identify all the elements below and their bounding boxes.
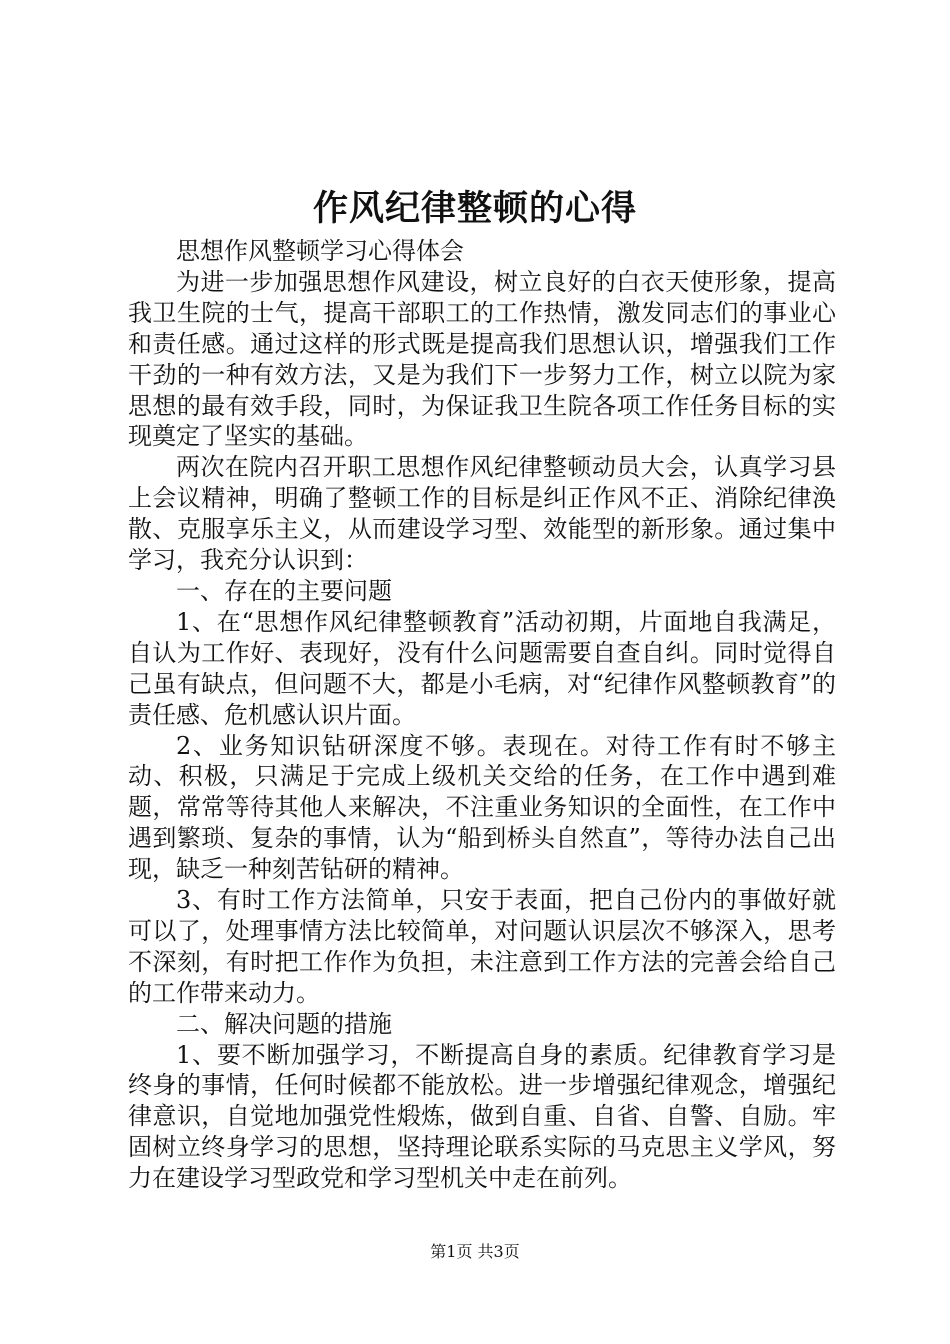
problem-item-3: 3、有时工作方法简单，只安于表面，把自己份内的事做好就可以了，处理事情方法比较简单，对问题认识层次不够深入，思考不深刻，有时把工作作为负担，未注意到工作方法的完善会给自己的工作带来动力。 <box>128 886 836 1007</box>
problem-item-2: 2、业务知识钻研深度不够。表现在。对待工作有时不够主动、积极，只满足于完成上级机关交给的任务，在工作中遇到难题，常常等待其他人来解决，不注重业务知识的全面性，在工作中遇到繁琐、复杂的事情，认为“船到桥头自然直”，等待办法自己出现，缺乏一种刻苦钻研的精神。 <box>128 731 836 884</box>
measure-item-1: 1、要不断加强学习，不断提高自身的素质。纪律教育学习是终身的事情，任何时候都不能放松。进一步增强纪律观念，增强纪律意识，自觉地加强党性煅炼，做到自重、自省、自警、自励。牢固树立终身学习的思想，坚持理论联系实际的马克思主义学风，努力在建设学习型政党和学习型机关中走在前列。 <box>128 1040 836 1193</box>
meeting-paragraph: 两次在院内召开职工思想作风纪律整顿动员大会，认真学习县上会议精神，明确了整顿工作的目标是纠正作风不正、消除纪律涣散、克服享乐主义，从而建设学习型、效能型的新形象。通过集中学习，我充分认识到： <box>128 453 836 575</box>
subtitle-paragraph: 思想作风整顿学习心得体会 <box>176 237 464 265</box>
intro-paragraph: 为进一步加强思想作风建设，树立良好的白衣天使形象，提高我卫生院的士气，提高干部职工的工作热情，激发同志们的事业心和责任感。通过这样的形式既是提高我们思想认识，增强我们工作干劲的一种有效方法，又是为我们下一步努力工作，树立以院为家思想的最有效手段，同时，为保证我卫生院各项工作任务目标的实现奠定了坚实的基础。 <box>128 267 836 451</box>
document-title: 作风纪律整顿的心得 <box>312 188 637 229</box>
document-body <box>128 236 836 1194</box>
page-number-footer: 第1页 共3页 <box>430 1242 520 1261</box>
problem-item-1: 1、在“思想作风纪律整顿教育”活动初期，片面地自我满足，自认为工作好、表现好，没有什么问题需要自查自纠。同时觉得自己虽有缺点，但问题不大，都是小毛病，对“纪律作风整顿教育”的责任感、危机感认识片面。 <box>128 607 836 729</box>
section-heading-measures: 二、解决问题的措施 <box>176 1009 392 1038</box>
section-heading-problems: 一、存在的主要问题 <box>176 576 392 605</box>
